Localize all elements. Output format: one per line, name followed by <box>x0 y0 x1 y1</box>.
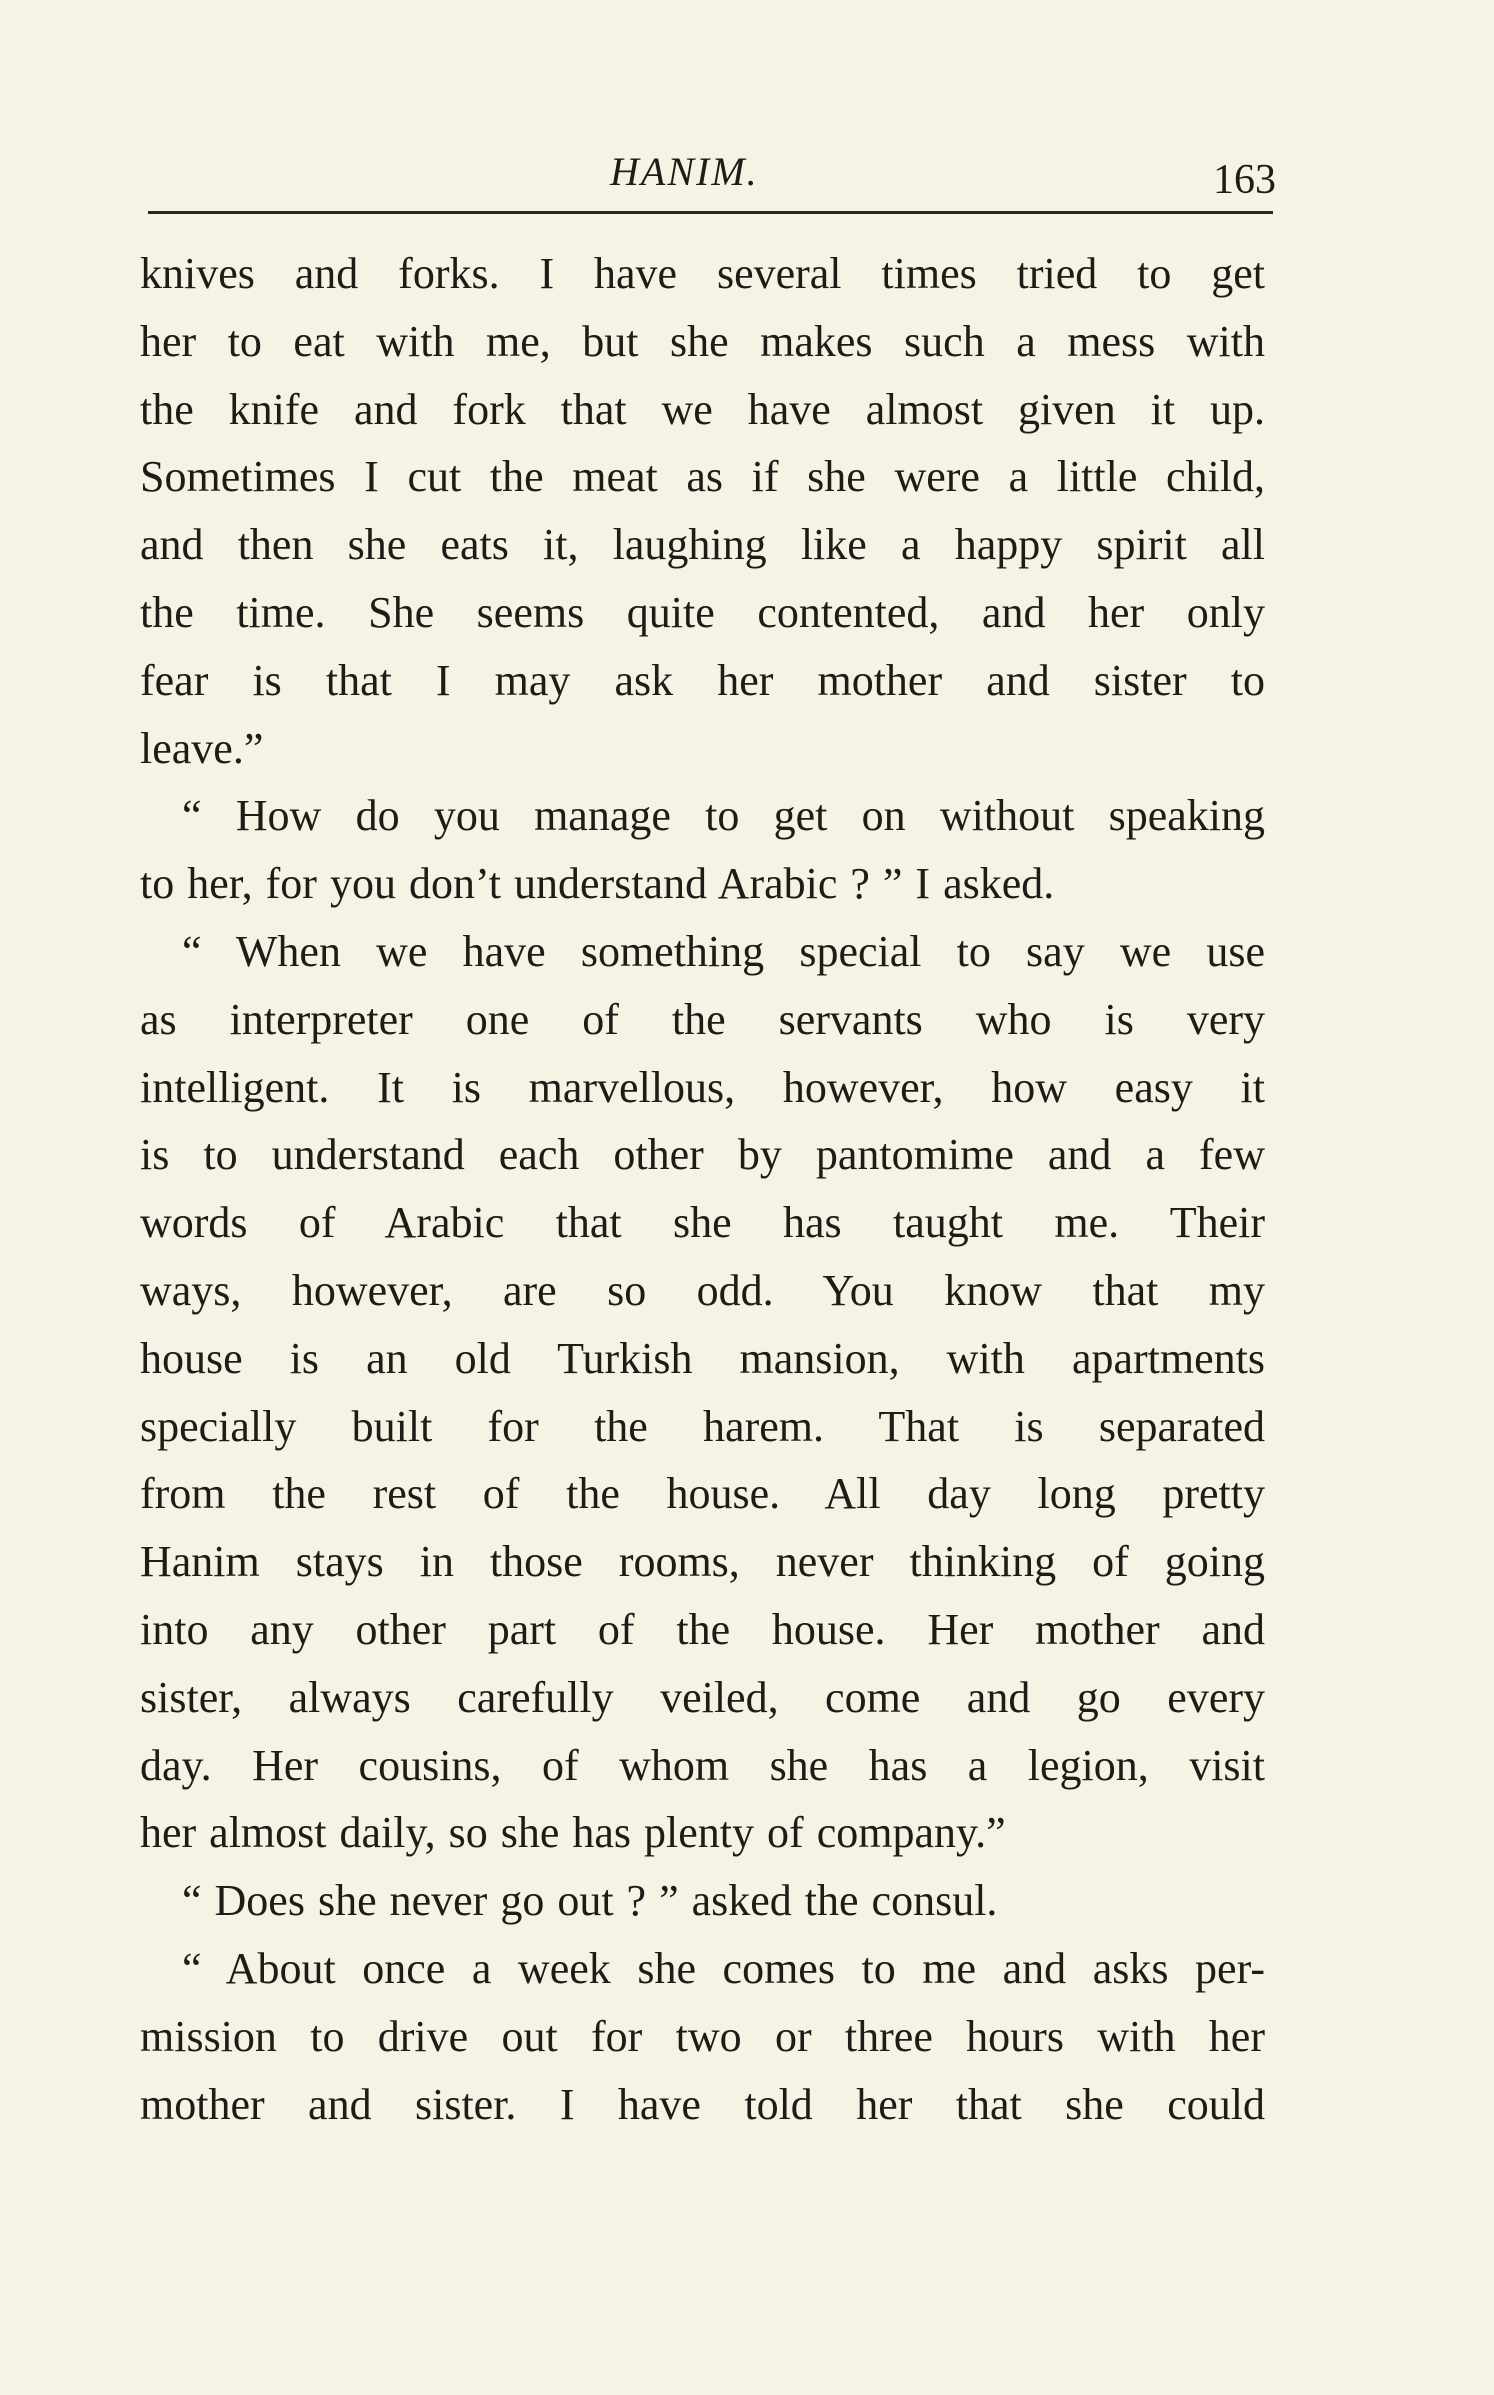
text-line: knives and forks. I have several times tried to get <box>140 249 1265 298</box>
text-line: mother and sister. I have told her that she could <box>140 2079 1265 2129</box>
text-line: into any other part of the house. Her mother and <box>140 1604 1265 1654</box>
text-line: “ Does she never go out ? ” asked the consul. <box>182 1876 998 1926</box>
text-line: from the rest of the house. All day long pretty <box>140 1469 1265 1519</box>
text-line: mission to drive out for two or three hours with her <box>140 2011 1265 2061</box>
text-line: house is an old Turkish mansion, with apartments <box>140 1333 1265 1383</box>
text-line: day. Her cousins, of whom she has a legion, visit <box>140 1740 1265 1790</box>
text-line: the knife and fork that we have almost given it up. <box>140 384 1265 434</box>
text-line: “ When we have something special to say we use <box>182 926 1265 976</box>
text-line: and then she eats it, laughing like a happy spirit all <box>140 520 1265 570</box>
page-number: 163 <box>1213 157 1276 203</box>
body-text <box>140 240 1265 2138</box>
text-line: “ How do you manage to get on without speaking <box>182 791 1265 841</box>
text-line: intelligent. It is marvellous, however, how easy it <box>140 1062 1265 1112</box>
running-title: HANIM. <box>610 149 759 194</box>
text-line: is to understand each other by pantomime and a few <box>140 1130 1265 1180</box>
text-line: “ About once a week she comes to me and asks per- <box>182 1943 1265 1993</box>
text-line: fear is that I may ask her mother and sister to <box>140 655 1265 705</box>
text-line: specially built for the harem. That is separated <box>140 1401 1265 1451</box>
text-line: her almost daily, so she has plenty of company.” <box>140 1808 1006 1858</box>
text-line: Sometimes I cut the meat as if she were a little child, <box>140 452 1265 502</box>
text-line: ways, however, are so odd. You know that my <box>140 1265 1265 1315</box>
text-line: sister, always carefully veiled, come and go every <box>140 1672 1265 1722</box>
text-line: her to eat with me, but she makes such a mess with <box>140 316 1265 366</box>
text-line: words of Arabic that she has taught me. Their <box>140 1198 1265 1248</box>
text-line: to her, for you don’t understand Arabic ? ” I asked. <box>140 859 1055 909</box>
text-line: the time. She seems quite contented, and her only <box>140 587 1265 637</box>
header-rule <box>148 211 1273 214</box>
text-line: leave.” <box>140 723 264 773</box>
text-line: as interpreter one of the servants who is very <box>140 994 1265 1044</box>
text-line: Hanim stays in those rooms, never thinking of going <box>140 1537 1265 1587</box>
